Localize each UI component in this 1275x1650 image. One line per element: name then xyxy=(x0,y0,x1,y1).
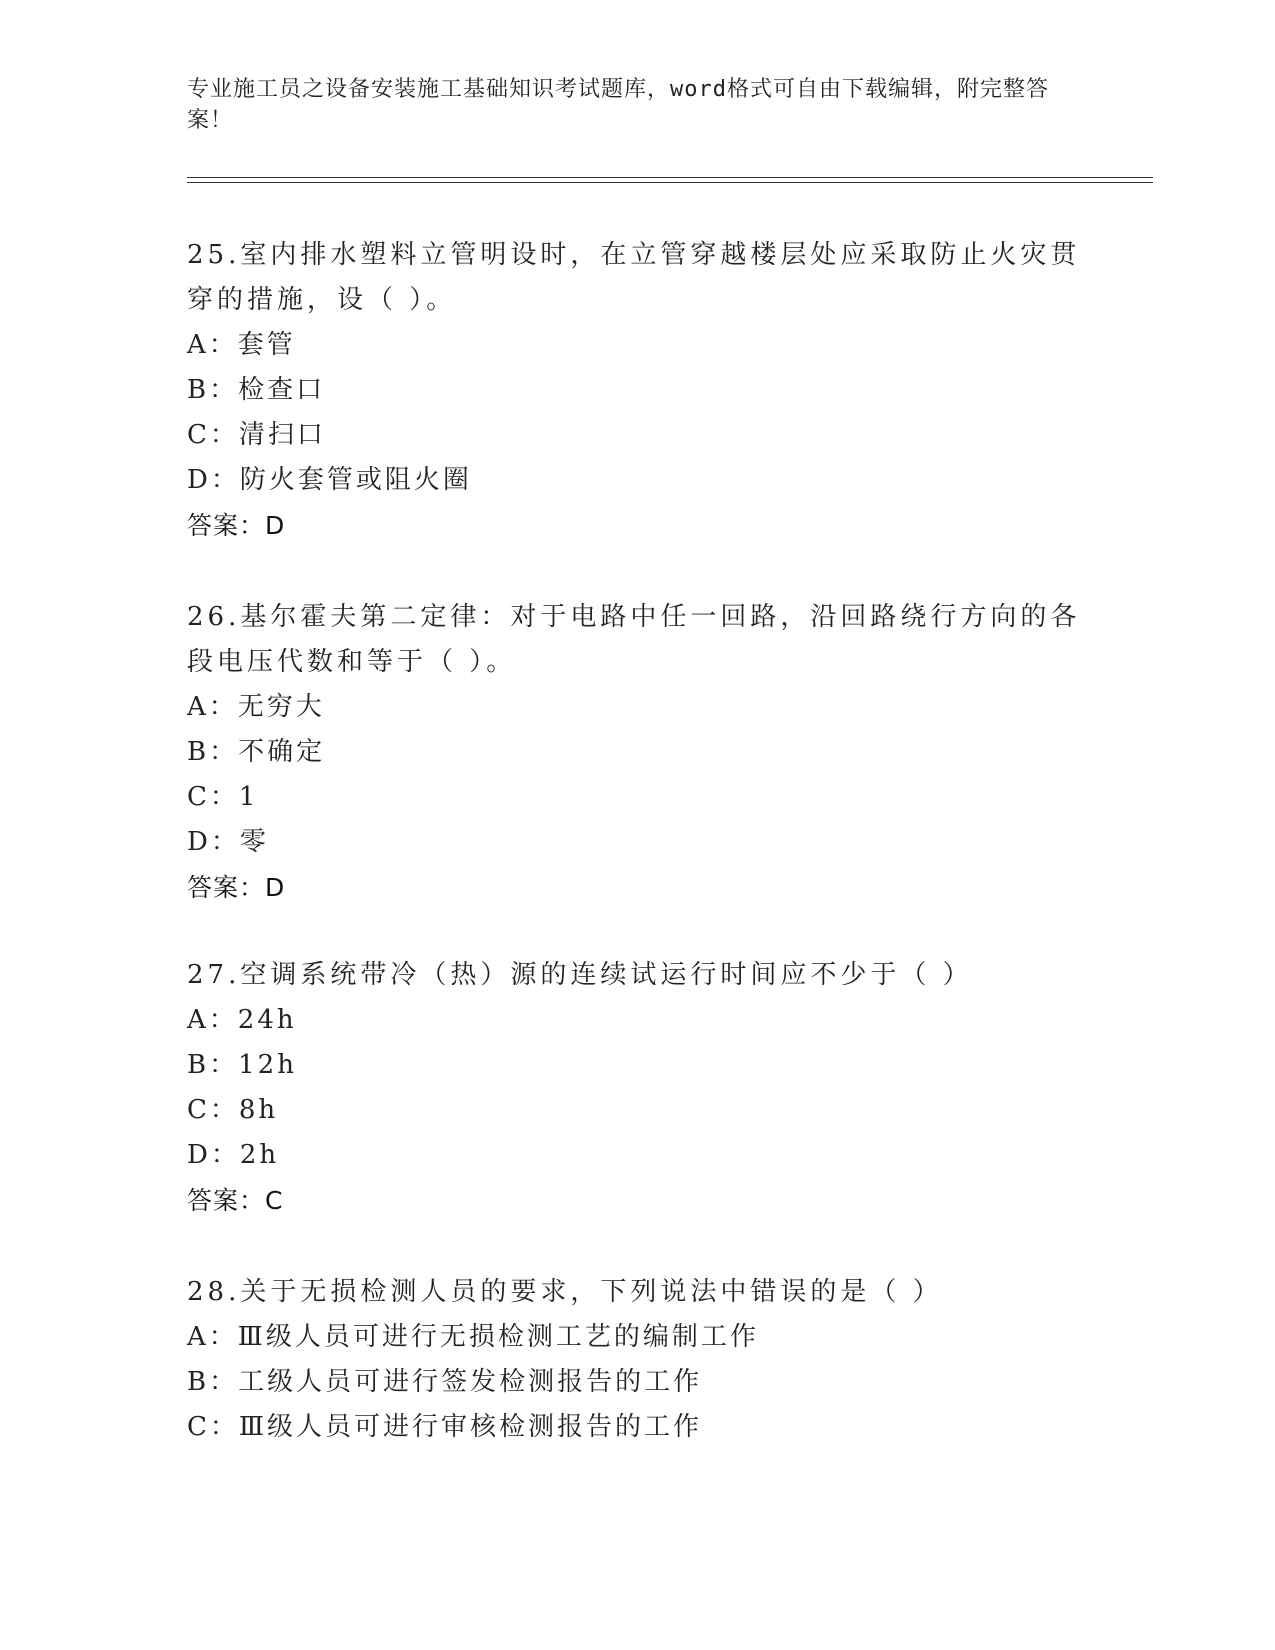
document-header: 专业施工员之设备安装施工基础知识考试题库，word格式可自由下载编辑，附完整答案！ xyxy=(187,77,1049,133)
option-b: B：工级人员可进行签发检测报告的工作 xyxy=(187,1367,703,1397)
option-d: D：2h xyxy=(187,1140,280,1170)
header-divider-top xyxy=(187,177,1153,178)
option-b: B：12h xyxy=(187,1050,297,1080)
option-c: C：Ⅲ级人员可进行审核检测报告的工作 xyxy=(187,1412,702,1442)
answer-line: 答案：C xyxy=(187,1186,284,1215)
question-stem: 25.室内排水塑料立管明设时，在立管穿越楼层处应采取防止火灾贯穿的措施，设（ ）。 xyxy=(187,240,1081,315)
option-a: A：套管 xyxy=(187,330,296,360)
question-stem: 28.关于无损检测人员的要求，下列说法中错误的是（ ） xyxy=(187,1277,943,1307)
question-stem: 26.基尔霍夫第二定律：对于电路中任一回路，沿回路绕行方向的各段电压代数和等于（ ）。 xyxy=(187,602,1081,677)
option-d: D：防火套管或阻火圈 xyxy=(187,465,472,495)
question-27 xyxy=(187,953,1087,1223)
answer-line: 答案：D xyxy=(187,873,286,902)
option-c: C：清扫口 xyxy=(187,420,326,450)
question-26 xyxy=(187,595,1087,910)
question-25 xyxy=(187,233,1087,548)
answer-line: 答案：D xyxy=(187,511,286,540)
question-stem: 27.空调系统带冷（热）源的连续试运行时间应不少于（ ） xyxy=(187,960,973,990)
option-c: C：1 xyxy=(187,782,259,812)
question-28 xyxy=(187,1270,1087,1450)
header-divider-bottom xyxy=(187,182,1153,183)
option-d: D：零 xyxy=(187,827,269,857)
option-a: A：24h xyxy=(187,1005,297,1035)
option-a: A：无穷大 xyxy=(187,692,325,722)
option-a: A：Ⅲ级人员可进行无损检测工艺的编制工作 xyxy=(187,1322,759,1352)
option-c: C：8h xyxy=(187,1095,279,1125)
option-b: B：检查口 xyxy=(187,375,326,405)
option-b: B：不确定 xyxy=(187,737,326,767)
